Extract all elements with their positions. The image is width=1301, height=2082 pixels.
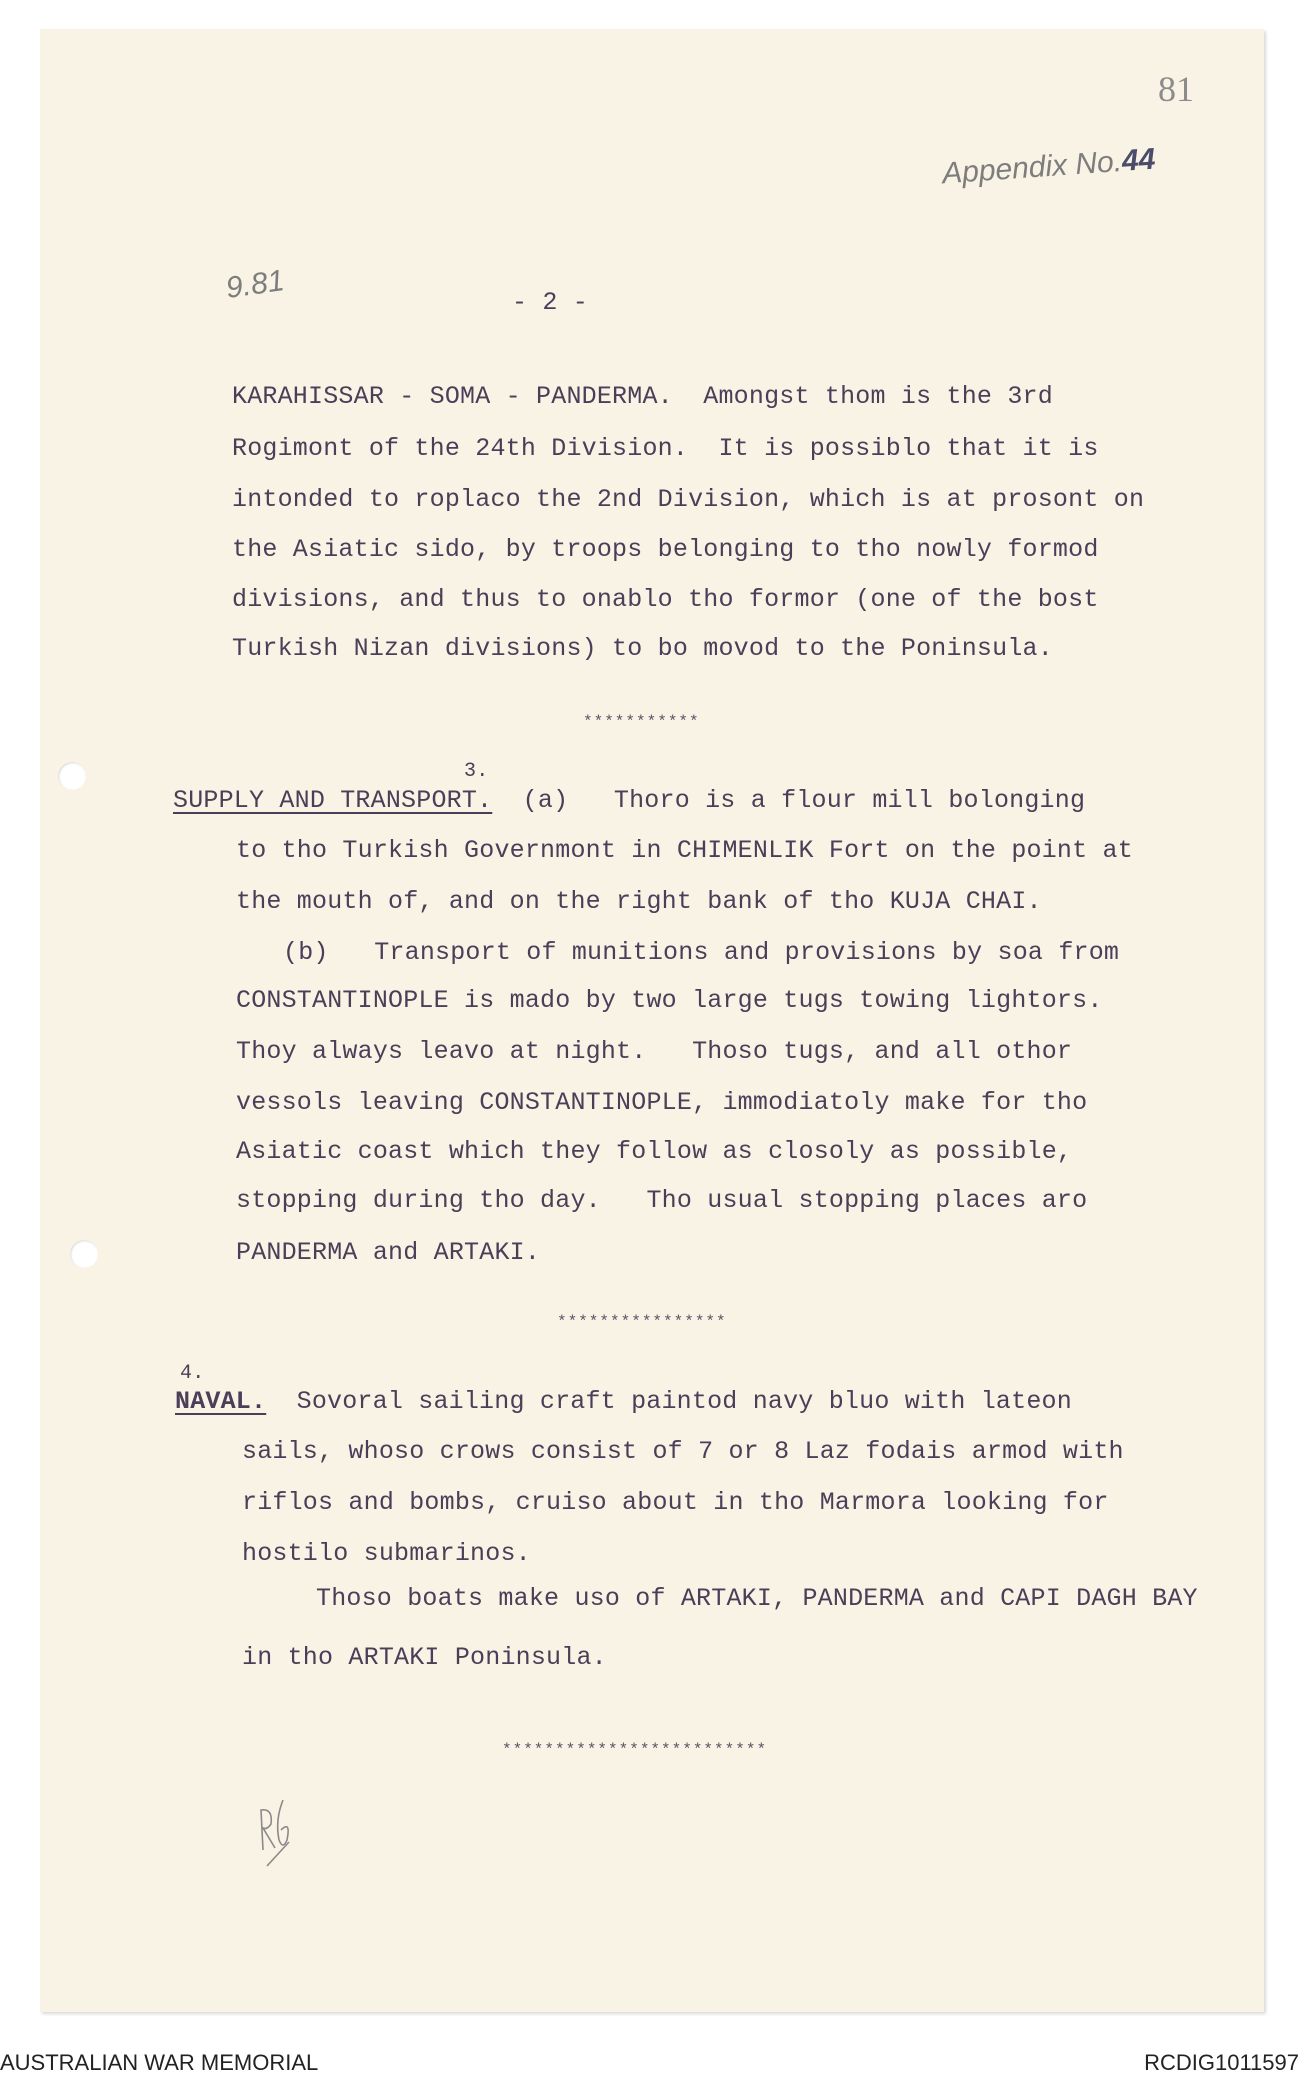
- punch-hole: [58, 762, 86, 790]
- section-heading-line: [173, 786, 1085, 815]
- paragraph-line: divisions, and thus to onablo tho formor (one of the bost: [232, 585, 1099, 614]
- paragraph-line: intonded to roplaco the 2nd Division, which is at prosont on: [232, 485, 1145, 514]
- page-number-stamp: 81: [1158, 69, 1194, 109]
- section-heading: SUPPLY AND TRANSPORT.: [173, 786, 493, 815]
- section-heading-line: [175, 1387, 1072, 1416]
- punch-hole: [70, 1240, 98, 1268]
- paragraph-line: hostilo submarinos.: [242, 1539, 531, 1568]
- separator: ****************: [557, 1313, 727, 1331]
- paragraph-line: the Asiatic sido, by troops belonging to tho nowly formod: [232, 535, 1099, 564]
- paragraph-line: Thoso boats make uso of ARTAKI, PANDERMA and CAPI DAGH BAY: [316, 1584, 1198, 1613]
- paragraph-line: sails, whoso crows consist of 7 or 8 Laz fodais armod with: [242, 1437, 1124, 1466]
- separator: ***********: [583, 713, 700, 731]
- paragraph-line: the mouth of, and on the right bank of tho KUJA CHAI.: [236, 887, 1042, 916]
- initials-signature: [255, 1790, 315, 1870]
- paragraph-line: vessols leaving CONSTANTINOPLE, immodiatoly make for tho: [236, 1088, 1088, 1117]
- document-page: [40, 29, 1264, 2012]
- section-text: (a) Thoro is a flour mill bolonging: [492, 786, 1086, 815]
- paragraph-line: Thoy always leavo at night. Thoso tugs, and all othor: [236, 1037, 1073, 1066]
- paragraph-line: CONSTANTINOPLE is mado by two large tugs towing lightors.: [236, 986, 1103, 1015]
- appendix-label: Appendix No.: [941, 144, 1124, 191]
- pencil-reference: 9.81: [223, 264, 287, 305]
- paragraph-line: (b) Transport of munitions and provisions by soa from: [283, 938, 1120, 967]
- appendix-number: 44: [1120, 142, 1157, 178]
- paragraph-line: PANDERMA and ARTAKI.: [236, 1238, 541, 1267]
- paragraph-line: riflos and bombs, cruiso about in tho Marmora looking for: [242, 1488, 1109, 1517]
- section-number: 4.: [180, 1362, 205, 1385]
- paragraph-line: Rogimont of the 24th Division. It is possiblo that it is: [232, 434, 1099, 463]
- paragraph-line: stopping during tho day. Tho usual stopping places aro: [236, 1186, 1088, 1215]
- footer-id: RCDIG1011597: [1144, 2050, 1299, 2075]
- section-text: Sovoral sailing craft paintod navy bluo with lateon: [266, 1387, 1072, 1416]
- paragraph-line: in tho ARTAKI Poninsula.: [242, 1643, 607, 1672]
- section-number: 3.: [464, 760, 489, 783]
- paragraph-line: to tho Turkish Governmont in CHIMENLIK Fort on the point at: [236, 836, 1133, 865]
- separator: *************************: [502, 1741, 768, 1759]
- paragraph-line: Turkish Nizan divisions) to bo movod to the Poninsula.: [232, 634, 1053, 663]
- footer-source: AUSTRALIAN WAR MEMORIAL: [0, 2050, 319, 2075]
- page-marker: - 2 -: [512, 288, 589, 317]
- paragraph-line: KARAHISSAR - SOMA - PANDERMA. Amongst thom is the 3rd: [232, 382, 1053, 411]
- section-heading: NAVAL.: [175, 1387, 267, 1416]
- paragraph-line: Asiatic coast which they follow as closoly as possible,: [236, 1137, 1073, 1166]
